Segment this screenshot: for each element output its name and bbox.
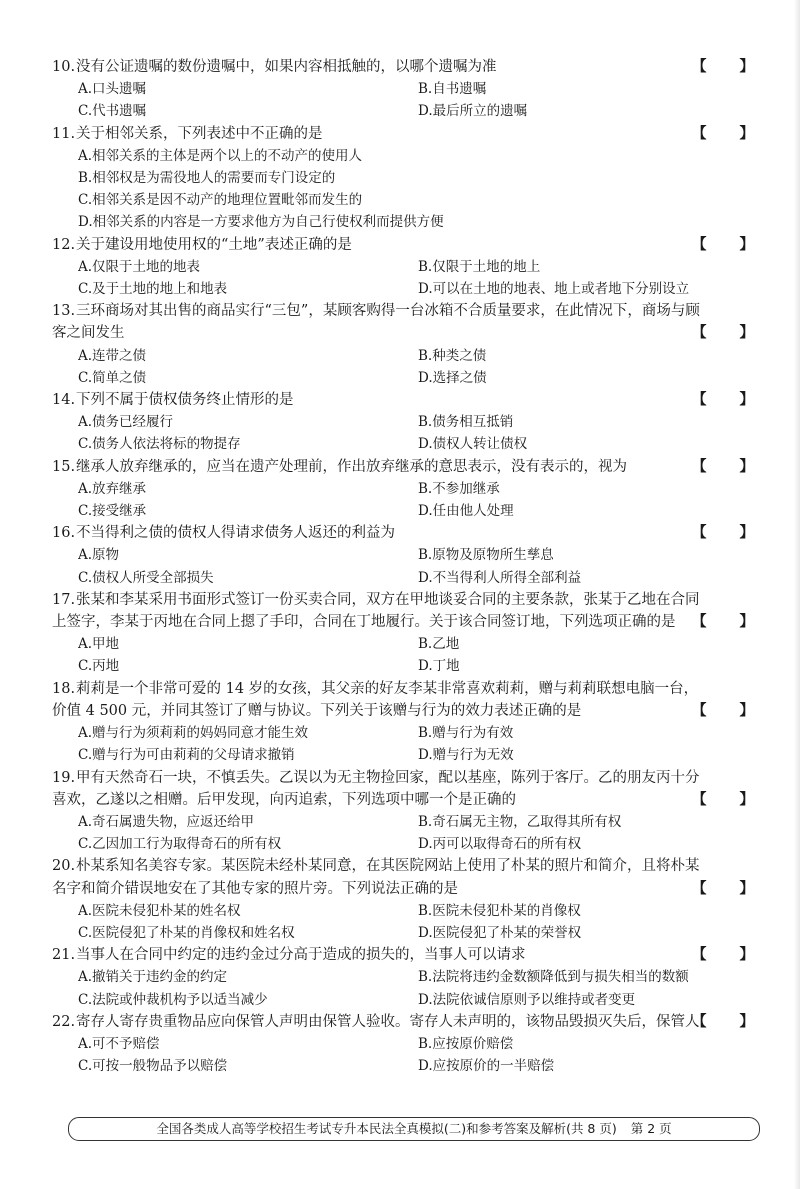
option-list <box>52 722 770 766</box>
answer-bracket: 【 】 <box>691 324 768 342</box>
option-text: 医院未侵犯朴某的肖像权 <box>432 902 581 919</box>
option-text: 任由他人处理 <box>432 503 514 520</box>
option-label: C. <box>78 369 93 386</box>
option-b <box>418 900 796 922</box>
option-text: 最后所立的遗嘱 <box>432 103 528 120</box>
question-stem <box>52 589 770 633</box>
question-19 <box>52 767 770 856</box>
option-list <box>52 145 770 234</box>
option-text: 仅限于土地的地上 <box>432 258 541 275</box>
option-text: 相邻关系是因不动产的地理位置毗邻而发生的 <box>92 192 363 209</box>
option-list <box>52 544 770 588</box>
answer-bracket: 【 】 <box>691 879 768 897</box>
option-label: B. <box>418 480 433 497</box>
option-text: 自书遗嘱 <box>432 81 487 98</box>
option-c <box>78 922 418 944</box>
option-text: 奇石属无主物，乙取得其所有权 <box>432 813 622 830</box>
answer-bracket: 【 】 <box>691 58 768 75</box>
option-b <box>418 811 796 833</box>
answer-bracket: 【 】 <box>691 457 768 475</box>
option-d <box>418 744 796 766</box>
option-label: C. <box>78 281 93 298</box>
option-a <box>78 78 418 100</box>
question-stem <box>52 234 770 256</box>
option-text: 债务相互抵销 <box>432 414 514 431</box>
option-label: D. <box>418 503 433 520</box>
question-text: 寄存人寄存贵重物品应向保管人声明由保管人验收。寄存人未声明的，该物品毁损灭失后，保管人 <box>76 1013 700 1030</box>
option-d <box>418 433 796 455</box>
option-c <box>78 567 418 589</box>
option-label: C. <box>78 1058 93 1075</box>
option-label: B. <box>418 902 433 919</box>
option-text: 乙因加工行为取得奇石的所有权 <box>92 836 282 853</box>
option-label: C. <box>78 503 93 520</box>
option-list <box>52 811 770 855</box>
option-text: 应按原价的一半赔偿 <box>432 1058 555 1075</box>
option-label: C. <box>78 747 93 764</box>
question-stem <box>52 678 770 722</box>
option-a <box>78 966 418 988</box>
option-text: 赠与行为可由莉莉的父母请求撤销 <box>92 747 295 764</box>
question-text: 当事人在合同中约定的违约金过分高于造成的损失的，当事人可以请求 <box>76 947 526 964</box>
question-list <box>52 56 770 1077</box>
option-label: A. <box>78 347 93 364</box>
option-label: C. <box>78 436 93 453</box>
question-text: 下列不属于债权债务终止情形的是 <box>76 392 294 409</box>
option-text: 赠与行为无效 <box>432 747 514 764</box>
option-a <box>78 1033 418 1055</box>
option-list <box>52 633 770 677</box>
question-13 <box>52 300 770 389</box>
option-text: 可以在土地的地表、地上或者地下分别设立 <box>432 281 690 298</box>
option-text: 接受继承 <box>92 503 147 520</box>
question-16 <box>52 522 770 589</box>
option-d <box>418 100 796 122</box>
question-17 <box>52 589 770 678</box>
option-b <box>418 966 796 988</box>
question-21 <box>52 944 770 1011</box>
question-22 <box>52 1011 770 1078</box>
option-label: D. <box>418 1058 433 1075</box>
answer-bracket: 【 】 <box>691 1012 768 1030</box>
option-label: D. <box>78 214 93 231</box>
option-a <box>78 145 770 167</box>
option-label: A. <box>78 725 93 742</box>
option-c <box>78 433 418 455</box>
question-stem <box>52 767 770 811</box>
answer-bracket: 【 】 <box>691 613 768 631</box>
option-text: 原物及原物所生孳息 <box>432 547 554 564</box>
option-c <box>78 1055 418 1077</box>
option-text: 简单之债 <box>92 369 147 386</box>
question-text: 朴某系知名美容专家。某医院未经朴某同意，在其医院网站上使用了朴某的照片和简介，且将朴某名字和简介错误地安在了其他专家的照片旁。下列说法正确的是 <box>52 858 700 897</box>
option-text: 连带之债 <box>92 347 147 364</box>
option-label: D. <box>418 569 433 586</box>
option-label: C. <box>78 924 93 941</box>
question-text: 没有公证遗嘱的数份遗嘱中，如果内容相抵触的，以哪个遗嘱为准 <box>76 59 497 75</box>
option-text: 法院或仲裁机构予以适当减少 <box>92 991 268 1008</box>
question-number: 20. <box>52 858 76 875</box>
option-text: 债务已经履行 <box>92 414 174 431</box>
option-text: 相邻权是为需役地人的需要而专门设定的 <box>92 170 336 187</box>
option-label: C. <box>78 103 93 120</box>
option-label: A. <box>78 547 93 564</box>
option-label: A. <box>78 969 93 986</box>
option-text: 债务人依法将标的物提存 <box>92 436 241 453</box>
option-list <box>52 256 770 300</box>
option-d <box>418 833 796 855</box>
option-label: A. <box>78 480 93 497</box>
option-text: 代书遗嘱 <box>92 103 147 120</box>
option-label: D. <box>418 747 433 764</box>
option-c <box>78 500 418 522</box>
question-number: 13. <box>52 303 76 320</box>
option-c <box>78 100 418 122</box>
option-d <box>418 922 796 944</box>
question-stem <box>52 389 770 411</box>
option-a <box>78 478 418 500</box>
option-c <box>78 833 418 855</box>
option-label: D. <box>418 281 433 298</box>
option-b <box>418 544 796 566</box>
option-text: 医院侵犯了朴某的肖像权和姓名权 <box>92 924 295 941</box>
option-label: A. <box>78 258 93 275</box>
option-label: B. <box>418 81 433 98</box>
option-text: 撤销关于违约金的约定 <box>92 969 228 986</box>
option-list <box>52 966 770 1010</box>
option-d <box>418 567 796 589</box>
question-stem <box>52 300 770 344</box>
option-d <box>418 1055 796 1077</box>
question-stem <box>52 522 770 544</box>
question-12 <box>52 234 770 301</box>
option-label: D. <box>418 369 433 386</box>
option-text: 医院未侵犯朴某的姓名权 <box>92 902 241 919</box>
question-10 <box>52 56 770 123</box>
question-stem <box>52 1011 770 1033</box>
option-label: B. <box>418 347 433 364</box>
option-text: 法院依诚信原则予以维持或者变更 <box>432 991 636 1008</box>
question-number: 15. <box>52 458 76 475</box>
question-text: 不当得利之债的债权人得请求债务人返还的利益为 <box>76 525 395 542</box>
option-label: C. <box>78 192 93 209</box>
option-b <box>418 78 796 100</box>
question-number: 16. <box>52 525 76 542</box>
option-label: D. <box>418 924 433 941</box>
option-label: B. <box>418 969 433 986</box>
option-text: 相邻关系的内容是一方要求他方为自己行使权利而提供方便 <box>92 214 444 231</box>
page-footer <box>68 1117 760 1141</box>
option-label: C. <box>78 991 93 1008</box>
option-text: 乙地 <box>432 636 460 653</box>
option-text: 债权人转让债权 <box>432 436 528 453</box>
question-number: 22. <box>52 1013 76 1030</box>
option-label: D. <box>418 991 433 1008</box>
option-text: 丙地 <box>92 658 120 675</box>
option-text: 应按原价赔偿 <box>432 1035 514 1052</box>
option-label: C. <box>78 658 93 675</box>
option-list <box>52 78 770 122</box>
option-c <box>78 989 418 1011</box>
question-text: 甲有天然奇石一块，不慎丢失。乙误以为无主物捡回家，配以基座，陈列于客厅。乙的朋友丙十分喜欢，乙遂以之相赠。后甲发现，向丙追索，下列选项中哪一个是正确的 <box>52 769 700 808</box>
option-label: B. <box>418 813 433 830</box>
question-stem <box>52 456 770 478</box>
option-label: B. <box>418 547 433 564</box>
option-list <box>52 411 770 455</box>
option-label: B. <box>78 170 93 187</box>
question-number: 14. <box>52 392 76 409</box>
footer-title: 全国各类成人高等学校招生考试专升本民法全真模拟(二)和参考答案及解析(共 8 页) <box>156 1121 617 1136</box>
option-text: 仅限于土地的地表 <box>92 258 201 275</box>
option-label: C. <box>78 836 93 853</box>
option-label: B. <box>418 258 433 275</box>
option-label: D. <box>418 836 433 853</box>
option-c <box>78 278 418 300</box>
answer-bracket: 【 】 <box>691 524 768 542</box>
question-text: 继承人放弃继承的，应当在遗产处理前，作出放弃继承的意思表示，没有表示的，视为 <box>76 458 627 475</box>
question-number: 19. <box>52 769 76 786</box>
option-text: 可按一般物品予以赔偿 <box>92 1058 228 1075</box>
option-a <box>78 900 418 922</box>
question-text: 关于建设用地使用权的“土地”表述正确的是 <box>76 236 352 253</box>
option-label: A. <box>78 902 93 919</box>
question-stem <box>52 123 770 145</box>
question-number: 12. <box>52 236 76 253</box>
question-stem <box>52 855 770 899</box>
option-text: 不参加继承 <box>432 480 500 497</box>
option-label: D. <box>418 103 433 120</box>
question-number: 21. <box>52 947 76 964</box>
option-d <box>418 989 796 1011</box>
option-label: A. <box>78 636 93 653</box>
option-b <box>78 167 770 189</box>
option-b <box>418 478 796 500</box>
option-text: 债权人所受全部损失 <box>92 569 214 586</box>
page-edge-shadow <box>794 0 800 1189</box>
option-a <box>78 811 418 833</box>
option-a <box>78 544 418 566</box>
option-text: 选择之债 <box>432 369 487 386</box>
question-18 <box>52 678 770 767</box>
option-d <box>418 500 796 522</box>
option-d <box>78 211 770 233</box>
option-text: 口头遗嘱 <box>92 81 147 98</box>
option-label: C. <box>78 569 93 586</box>
answer-bracket: 【 】 <box>691 124 768 142</box>
option-text: 赠与行为有效 <box>432 725 514 742</box>
question-stem <box>52 944 770 966</box>
option-text: 及于土地的地上和地表 <box>92 281 228 298</box>
question-text: 莉莉是一个非常可爱的 14 岁的女孩，其父亲的好友李某非常喜欢莉莉，赠与莉莉联想电脑一台，价值 4 500 元，并同其签订了赠与协议。下列关于该赠与行为的效力表述正确的是 <box>52 680 699 719</box>
option-a <box>78 633 418 655</box>
option-text: 丁地 <box>432 658 460 675</box>
option-c <box>78 744 418 766</box>
question-text: 三环商场对其出售的商品实行“三包”，某顾客购得一台冰箱不合质量要求，在此情况下，商场与顾客之间发生 <box>52 303 700 342</box>
option-text: 甲地 <box>92 636 120 653</box>
option-text: 丙可以取得奇石的所有权 <box>432 836 582 853</box>
option-c <box>78 655 418 677</box>
option-d <box>418 367 796 389</box>
question-11 <box>52 123 770 234</box>
option-c <box>78 367 418 389</box>
option-label: A. <box>78 414 93 431</box>
option-a <box>78 722 418 744</box>
option-list <box>52 478 770 522</box>
answer-bracket: 【 】 <box>691 790 768 808</box>
option-label: A. <box>78 813 93 830</box>
option-a <box>78 345 418 367</box>
footer-page-number: 第 2 页 <box>630 1121 672 1136</box>
option-d <box>418 278 796 300</box>
question-text: 张某和李某采用书面形式签订一份买卖合同，双方在甲地谈妥合同的主要条款，张某于乙地在合同上签字，李某于丙地在合同上摁了手印，合同在丁地履行。关于该合同签订地，下列选项正确的是 <box>52 591 700 631</box>
option-a <box>78 256 418 278</box>
option-label: A. <box>78 81 93 98</box>
option-b <box>418 722 796 744</box>
question-number: 10. <box>52 59 76 75</box>
option-d <box>418 655 796 677</box>
option-b <box>418 345 796 367</box>
option-b <box>418 256 796 278</box>
option-list <box>52 345 770 389</box>
option-text: 赠与行为须莉莉的妈妈同意才能生效 <box>92 725 309 742</box>
option-a <box>78 411 418 433</box>
option-text: 医院侵犯了朴某的荣誉权 <box>432 924 582 941</box>
option-list <box>52 1033 770 1077</box>
option-list <box>52 900 770 944</box>
option-text: 相邻关系的主体是两个以上的不动产的使用人 <box>92 147 363 164</box>
option-text: 奇石属遗失物，应返还给甲 <box>92 813 255 830</box>
option-label: D. <box>418 658 433 675</box>
question-stem <box>52 56 770 78</box>
option-label: B. <box>418 636 433 653</box>
option-label: B. <box>418 1035 433 1052</box>
question-20 <box>52 855 770 944</box>
option-text: 原物 <box>92 547 120 564</box>
answer-bracket: 【 】 <box>691 235 768 253</box>
option-text: 可不予赔偿 <box>92 1035 160 1052</box>
question-15 <box>52 456 770 523</box>
option-label: A. <box>78 1035 93 1052</box>
question-number: 18. <box>52 680 76 697</box>
option-text: 种类之债 <box>432 347 487 364</box>
question-number: 17. <box>52 591 76 608</box>
question-14 <box>52 389 770 456</box>
option-text: 不当得利人所得全部利益 <box>432 569 582 586</box>
option-label: D. <box>418 436 433 453</box>
option-text: 放弃继承 <box>92 480 147 497</box>
answer-bracket: 【 】 <box>691 701 768 719</box>
answer-bracket: 【 】 <box>691 391 768 409</box>
question-number: 11. <box>52 125 76 142</box>
option-b <box>418 1033 796 1055</box>
option-c <box>78 189 770 211</box>
option-text: 法院将违约金数额降低到与损失相当的数额 <box>432 969 689 986</box>
question-text: 关于相邻关系，下列表述中不正确的是 <box>76 125 323 142</box>
option-b <box>418 633 796 655</box>
option-b <box>418 411 796 433</box>
option-label: B. <box>418 414 433 431</box>
option-label: A. <box>78 147 93 164</box>
option-label: B. <box>418 725 433 742</box>
answer-bracket: 【 】 <box>691 946 768 964</box>
